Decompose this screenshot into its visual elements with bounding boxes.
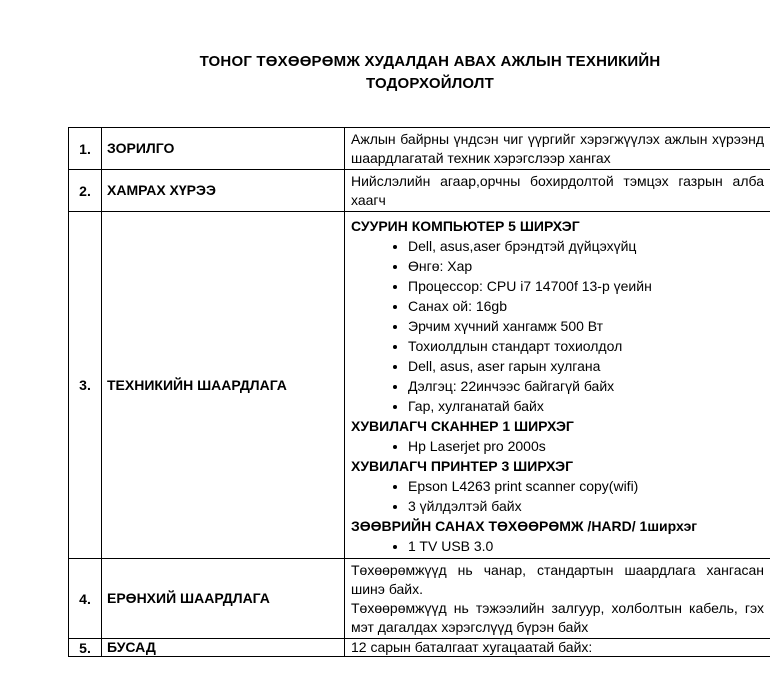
spec-item: • Процессор: CPU i7 14700f 13-р үеийн (408, 276, 764, 296)
row-content: Ажлын байрны үндсэн чиг үүргийг хэрэгжүүлэх ажлын хүрээнд шаардлагатай техник хэрэгслээр хангах (345, 128, 770, 170)
section-header: ХУВИЛАГЧ СКАННЕР 1 ШИРХЭГ (351, 418, 574, 434)
row-label: ТЕХНИКИЙН ШААРДЛАГА (102, 212, 345, 559)
table-row (69, 559, 770, 639)
spec-item: • Epson L4263 print scanner copy(wifi) (408, 476, 764, 496)
spec-list (351, 476, 764, 516)
spec-item: • Эрчим хүчний хангамж 500 Вт (408, 316, 764, 336)
section-header: СУУРИН КОМПЬЮТЕР 5 ШИРХЭГ (351, 218, 580, 234)
spec-item: • 1 TV USB 3.0 (408, 536, 764, 556)
spec-item: • Hp Laserjet pro 2000s (408, 436, 764, 456)
row-label: ЕРӨНХИЙ ШААРДЛАГА (102, 559, 345, 639)
document-title-line1: ТОНОГ ТӨХӨӨРӨМЖ ХУДАЛДАН АВАХ АЖЛЫН ТЕХНИКИЙН (199, 53, 661, 70)
row-label: БУСАД (102, 639, 345, 657)
row-content (345, 559, 770, 639)
row-number: 4. (69, 559, 102, 639)
spec-table (68, 127, 770, 657)
spec-item: • Дэлгэц: 22инчээс байгагүй байх (408, 376, 764, 396)
section-header: ЗӨӨВРИЙН САНАХ ТӨХӨӨРӨМЖ /HARD/ 1ширхэг (351, 518, 698, 534)
paragraph: Төхөөрөмжүүд нь тэжээлийн залгуур, холболтын кабель, гэх мэт дагалдах хэрэгслүүд бүрэн байх (351, 600, 764, 635)
spec-item: • Өнгө: Хар (408, 256, 764, 276)
document-title-line2: ТОДОРХОЙЛОЛТ (365, 75, 495, 92)
row-content: Нийслэлийн агаар,орчны бохирдолтой тэмцэх газрын алба хаагч (345, 170, 770, 212)
document-title (110, 51, 750, 95)
spec-list (351, 436, 764, 456)
row-label: ХАМРАХ ХҮРЭЭ (102, 170, 345, 212)
spec-item: • Санах ой: 16gb (408, 296, 764, 316)
table-row (69, 639, 770, 657)
row-number: 3. (69, 212, 102, 559)
spec-item: • Гар, хулганатай байх (408, 396, 764, 416)
spec-item: • Тохиолдлын стандарт тохиолдол (408, 336, 764, 356)
table-row (69, 128, 770, 170)
section-header: ХУВИЛАГЧ ПРИНТЕР 3 ШИРХЭГ (351, 458, 574, 474)
row-content (345, 212, 770, 559)
row-number: 1. (69, 128, 102, 170)
spec-list (351, 236, 764, 416)
row-content: 12 сарын баталгаат хугацаатай байх: (345, 639, 770, 657)
row-number: 2. (69, 170, 102, 212)
row-label: ЗОРИЛГО (102, 128, 345, 170)
table-row (69, 212, 770, 559)
spec-item: • Dell, asus,aser брэндтэй дүйцэхүйц (408, 236, 764, 256)
spec-list (351, 536, 764, 556)
row-number: 5. (69, 639, 102, 657)
paragraph: Төхөөрөмжүүд нь чанар, стандартын шаардлага хангасан шинэ байх. (351, 562, 764, 597)
spec-item: • 3 үйлдэлтэй байх (408, 496, 764, 516)
spec-item: • Dell, asus, aser гарын хулгана (408, 356, 764, 376)
table-row (69, 170, 770, 212)
